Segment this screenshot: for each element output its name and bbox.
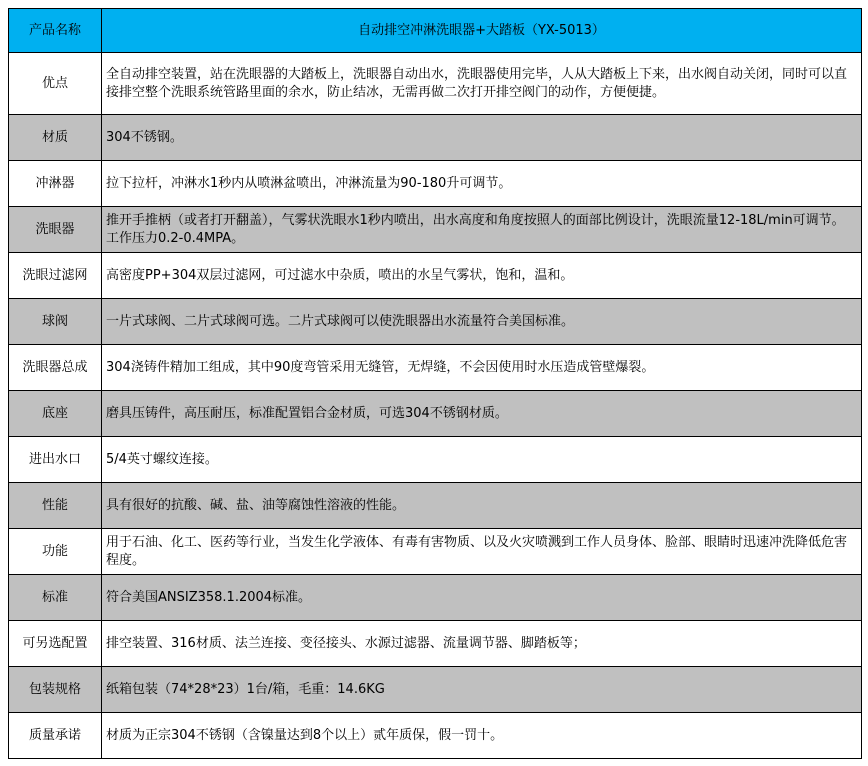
row-value bbox=[102, 437, 862, 483]
table-row bbox=[9, 161, 862, 207]
table-row bbox=[9, 299, 862, 345]
table-row bbox=[9, 713, 862, 759]
row-label: 功能 bbox=[9, 529, 102, 575]
row-value-text: 拉下拉杆，冲淋水1秒内从喷淋盆喷出，冲淋流量为90-180升可调节。 bbox=[106, 175, 512, 191]
table-row bbox=[9, 391, 862, 437]
row-label: 冲淋器 bbox=[9, 161, 102, 207]
row-value-text: 用于石油、化工、医药等行业，当发生化学液体、有毒有害物质、以及火灾喷溅到工作人员身体、脸部、眼睛时迅速冲洗降低危害程度。 bbox=[106, 534, 848, 568]
table-header-row bbox=[9, 9, 862, 53]
table-row bbox=[9, 621, 862, 667]
row-label: 底座 bbox=[9, 391, 102, 437]
table-row bbox=[9, 667, 862, 713]
row-label: 洗眼过滤网 bbox=[9, 253, 102, 299]
product-name-label: 产品名称 bbox=[9, 9, 102, 53]
table-row bbox=[9, 53, 862, 115]
row-label: 洗眼器 bbox=[9, 207, 102, 253]
row-value bbox=[102, 575, 862, 621]
row-label: 球阀 bbox=[9, 299, 102, 345]
table-row bbox=[9, 115, 862, 161]
row-label: 包装规格 bbox=[9, 667, 102, 713]
table-row bbox=[9, 345, 862, 391]
table-row bbox=[9, 207, 862, 253]
product-spec-table bbox=[8, 8, 862, 759]
row-value bbox=[102, 345, 862, 391]
row-value bbox=[102, 483, 862, 529]
row-value-text: 高密度PP+304双层过滤网，可过滤水中杂质，喷出的水呈气雾状，饱和，温和。 bbox=[106, 267, 574, 283]
row-value-text: 排空装置、316材质、法兰连接、变径接头、水源过滤器、流量调节器、脚踏板等； bbox=[106, 635, 586, 651]
row-value bbox=[102, 299, 862, 345]
row-label: 进出水口 bbox=[9, 437, 102, 483]
row-value-text: 全自动排空装置，站在洗眼器的大踏板上，洗眼器自动出水，洗眼器使用完毕，人从大踏板上下来，出水阀自动关闭，同时可以直接排空整个洗眼系统管路里面的余水，防止结冰，无需再做二次打开排空阀门的动作，方便便捷。 bbox=[106, 66, 848, 100]
row-value-text: 304浇铸件精加工组成，其中90度弯管采用无缝管，无焊缝，不会因使用时水压造成管壁爆裂。 bbox=[106, 359, 655, 375]
row-label: 材质 bbox=[9, 115, 102, 161]
row-value bbox=[102, 53, 862, 115]
row-value-text: 一片式球阀、二片式球阀可选。二片式球阀可以使洗眼器出水流量符合美国标准。 bbox=[106, 313, 575, 329]
table-row bbox=[9, 437, 862, 483]
row-value-text: 磨具压铸件，高压耐压，标准配置铝合金材质，可选304不锈钢材质。 bbox=[106, 405, 508, 421]
row-value-text: 符合美国ANSIZ358.1.2004标准。 bbox=[106, 589, 312, 605]
row-value bbox=[102, 621, 862, 667]
row-label: 质量承诺 bbox=[9, 713, 102, 759]
row-value bbox=[102, 391, 862, 437]
row-value bbox=[102, 115, 862, 161]
table-row bbox=[9, 253, 862, 299]
row-value bbox=[102, 207, 862, 253]
table-row bbox=[9, 483, 862, 529]
row-value-text: 5/4英寸螺纹连接。 bbox=[106, 451, 218, 467]
row-value bbox=[102, 253, 862, 299]
table-row bbox=[9, 529, 862, 575]
row-value-text: 推开手推柄（或者打开翻盖），气雾状洗眼水1秒内喷出，出水高度和角度按照人的面部比例设计，洗眼流量12-18L/min可调节。工作压力0.2-0.4MPA。 bbox=[106, 212, 845, 246]
row-value bbox=[102, 161, 862, 207]
row-value-text: 纸箱包装（74*28*23）1台/箱，毛重：14.6KG bbox=[106, 681, 385, 697]
row-value-text: 材质为正宗304不锈钢（含镍量达到8个以上）贰年质保，假一罚十。 bbox=[106, 727, 504, 743]
row-value bbox=[102, 713, 862, 759]
row-label: 标准 bbox=[9, 575, 102, 621]
row-value-text: 304不锈钢。 bbox=[106, 129, 183, 145]
row-value-text: 具有很好的抗酸、碱、盐、油等腐蚀性溶液的性能。 bbox=[106, 497, 406, 513]
row-label: 可另选配置 bbox=[9, 621, 102, 667]
row-label: 洗眼器总成 bbox=[9, 345, 102, 391]
row-value bbox=[102, 667, 862, 713]
row-label: 性能 bbox=[9, 483, 102, 529]
row-value bbox=[102, 529, 862, 575]
product-name-value: 自动排空冲淋洗眼器+大踏板（YX-5013） bbox=[102, 9, 862, 53]
table-row bbox=[9, 575, 862, 621]
row-label: 优点 bbox=[9, 53, 102, 115]
